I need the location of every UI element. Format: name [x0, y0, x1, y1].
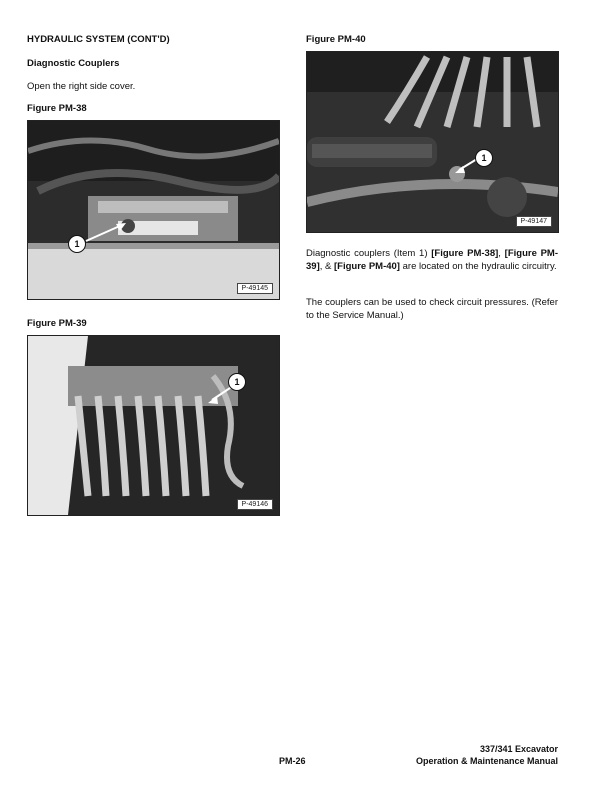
paragraph-text: are located on the hydraulic circuitry. [399, 261, 557, 272]
paragraph-text: , [498, 248, 505, 259]
figure-reference: [Figure PM-40] [334, 261, 400, 272]
locations-paragraph [306, 247, 558, 273]
figure-reference: [Figure PM-38] [431, 248, 499, 259]
figure-caption-pm39: Figure PM-39 [27, 318, 87, 329]
photo-id-label: P-49146 [237, 499, 273, 510]
figure-photo-pm38 [27, 120, 280, 300]
figure-reference: [Figure PM-39] [306, 248, 558, 272]
callout-item-1: 1 [68, 235, 86, 253]
subsection-title: Diagnostic Couplers [27, 58, 120, 69]
section-title: HYDRAULIC SYSTEM (CONT'D) [27, 34, 170, 45]
figure-photo-pm40 [306, 51, 559, 233]
photo-id-label: P-49147 [516, 216, 552, 227]
instruction-text: Open the right side cover. [27, 81, 136, 92]
paragraph-text: Diagnostic couplers (Item 1) [306, 248, 432, 259]
photo-pm38-illustration [28, 121, 279, 299]
page-number: PM-26 [279, 756, 306, 766]
photo-pm40-illustration [307, 52, 558, 232]
pressure-paragraph: The couplers can be used to check circuit pressures. (Refer to the Service Manual.) [306, 297, 558, 321]
figure-caption-pm38: Figure PM-38 [27, 103, 87, 114]
footer-manual-title: Operation & Maintenance Manual [415, 756, 558, 766]
callout-item-1: 1 [228, 373, 246, 391]
figure-caption-pm40: Figure PM-40 [306, 34, 366, 45]
paragraph-text: , & [319, 261, 334, 272]
footer-model: 337/341 Excavator [479, 744, 558, 754]
photo-id-label: P-49145 [237, 283, 273, 294]
callout-item-1: 1 [475, 149, 493, 167]
figure-photo-pm39 [27, 335, 280, 516]
photo-pm39-illustration [28, 336, 279, 515]
